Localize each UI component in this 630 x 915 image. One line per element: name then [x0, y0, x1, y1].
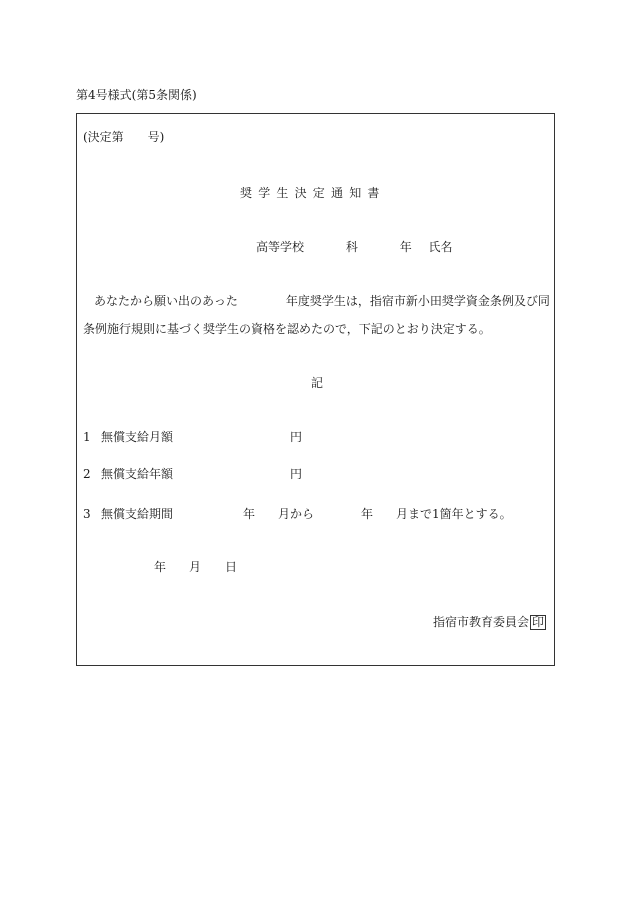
- grade-label: 年: [399, 240, 412, 254]
- period-end-year: 年: [361, 507, 374, 521]
- item-period: [83, 508, 173, 520]
- item-number: 2: [83, 467, 91, 481]
- item-label: 無償支給月額: [101, 430, 174, 444]
- school-label: 高等学校: [256, 240, 305, 254]
- date-day: 日: [225, 560, 238, 574]
- document-title: 奨学生決定通知書: [240, 186, 386, 200]
- body-text-line-2: 条例施行規則に基づく奨学生の資格を認めたので，下記のとおり決定する。: [83, 322, 491, 336]
- decision-number: (決定第 号): [83, 130, 165, 144]
- form-number: 第4号様式(第5条関係): [76, 88, 197, 102]
- seal-mark: 印: [532, 615, 545, 629]
- item-label: 無償支給年額: [101, 467, 174, 481]
- department-label: 科: [345, 240, 358, 254]
- item-annual-amount: [83, 468, 173, 480]
- name-label: 氏名: [428, 240, 453, 254]
- school-line: [256, 241, 453, 253]
- date-month: 月: [189, 560, 202, 574]
- period-start-year: 年: [243, 507, 256, 521]
- issuer: [433, 615, 546, 630]
- item-unit: 円: [290, 467, 303, 481]
- issuer-name: 指宿市教育委員会: [433, 615, 530, 629]
- item-unit: 円: [290, 430, 303, 444]
- period-end-month: 月まで1箇年とする。: [396, 507, 512, 521]
- item-number: 1: [83, 430, 91, 444]
- ki-heading: 記: [311, 376, 324, 390]
- item-number: 3: [83, 507, 91, 521]
- item-label: 無償支給期間: [101, 507, 174, 521]
- period-start-month: 月から: [278, 507, 315, 521]
- body-text-line-1: あなたから願い出のあった 年度奨学生は，指宿市新小田奨学資金条例及び同: [94, 294, 550, 308]
- item-monthly-amount: [83, 431, 173, 443]
- date-year: 年: [154, 560, 167, 574]
